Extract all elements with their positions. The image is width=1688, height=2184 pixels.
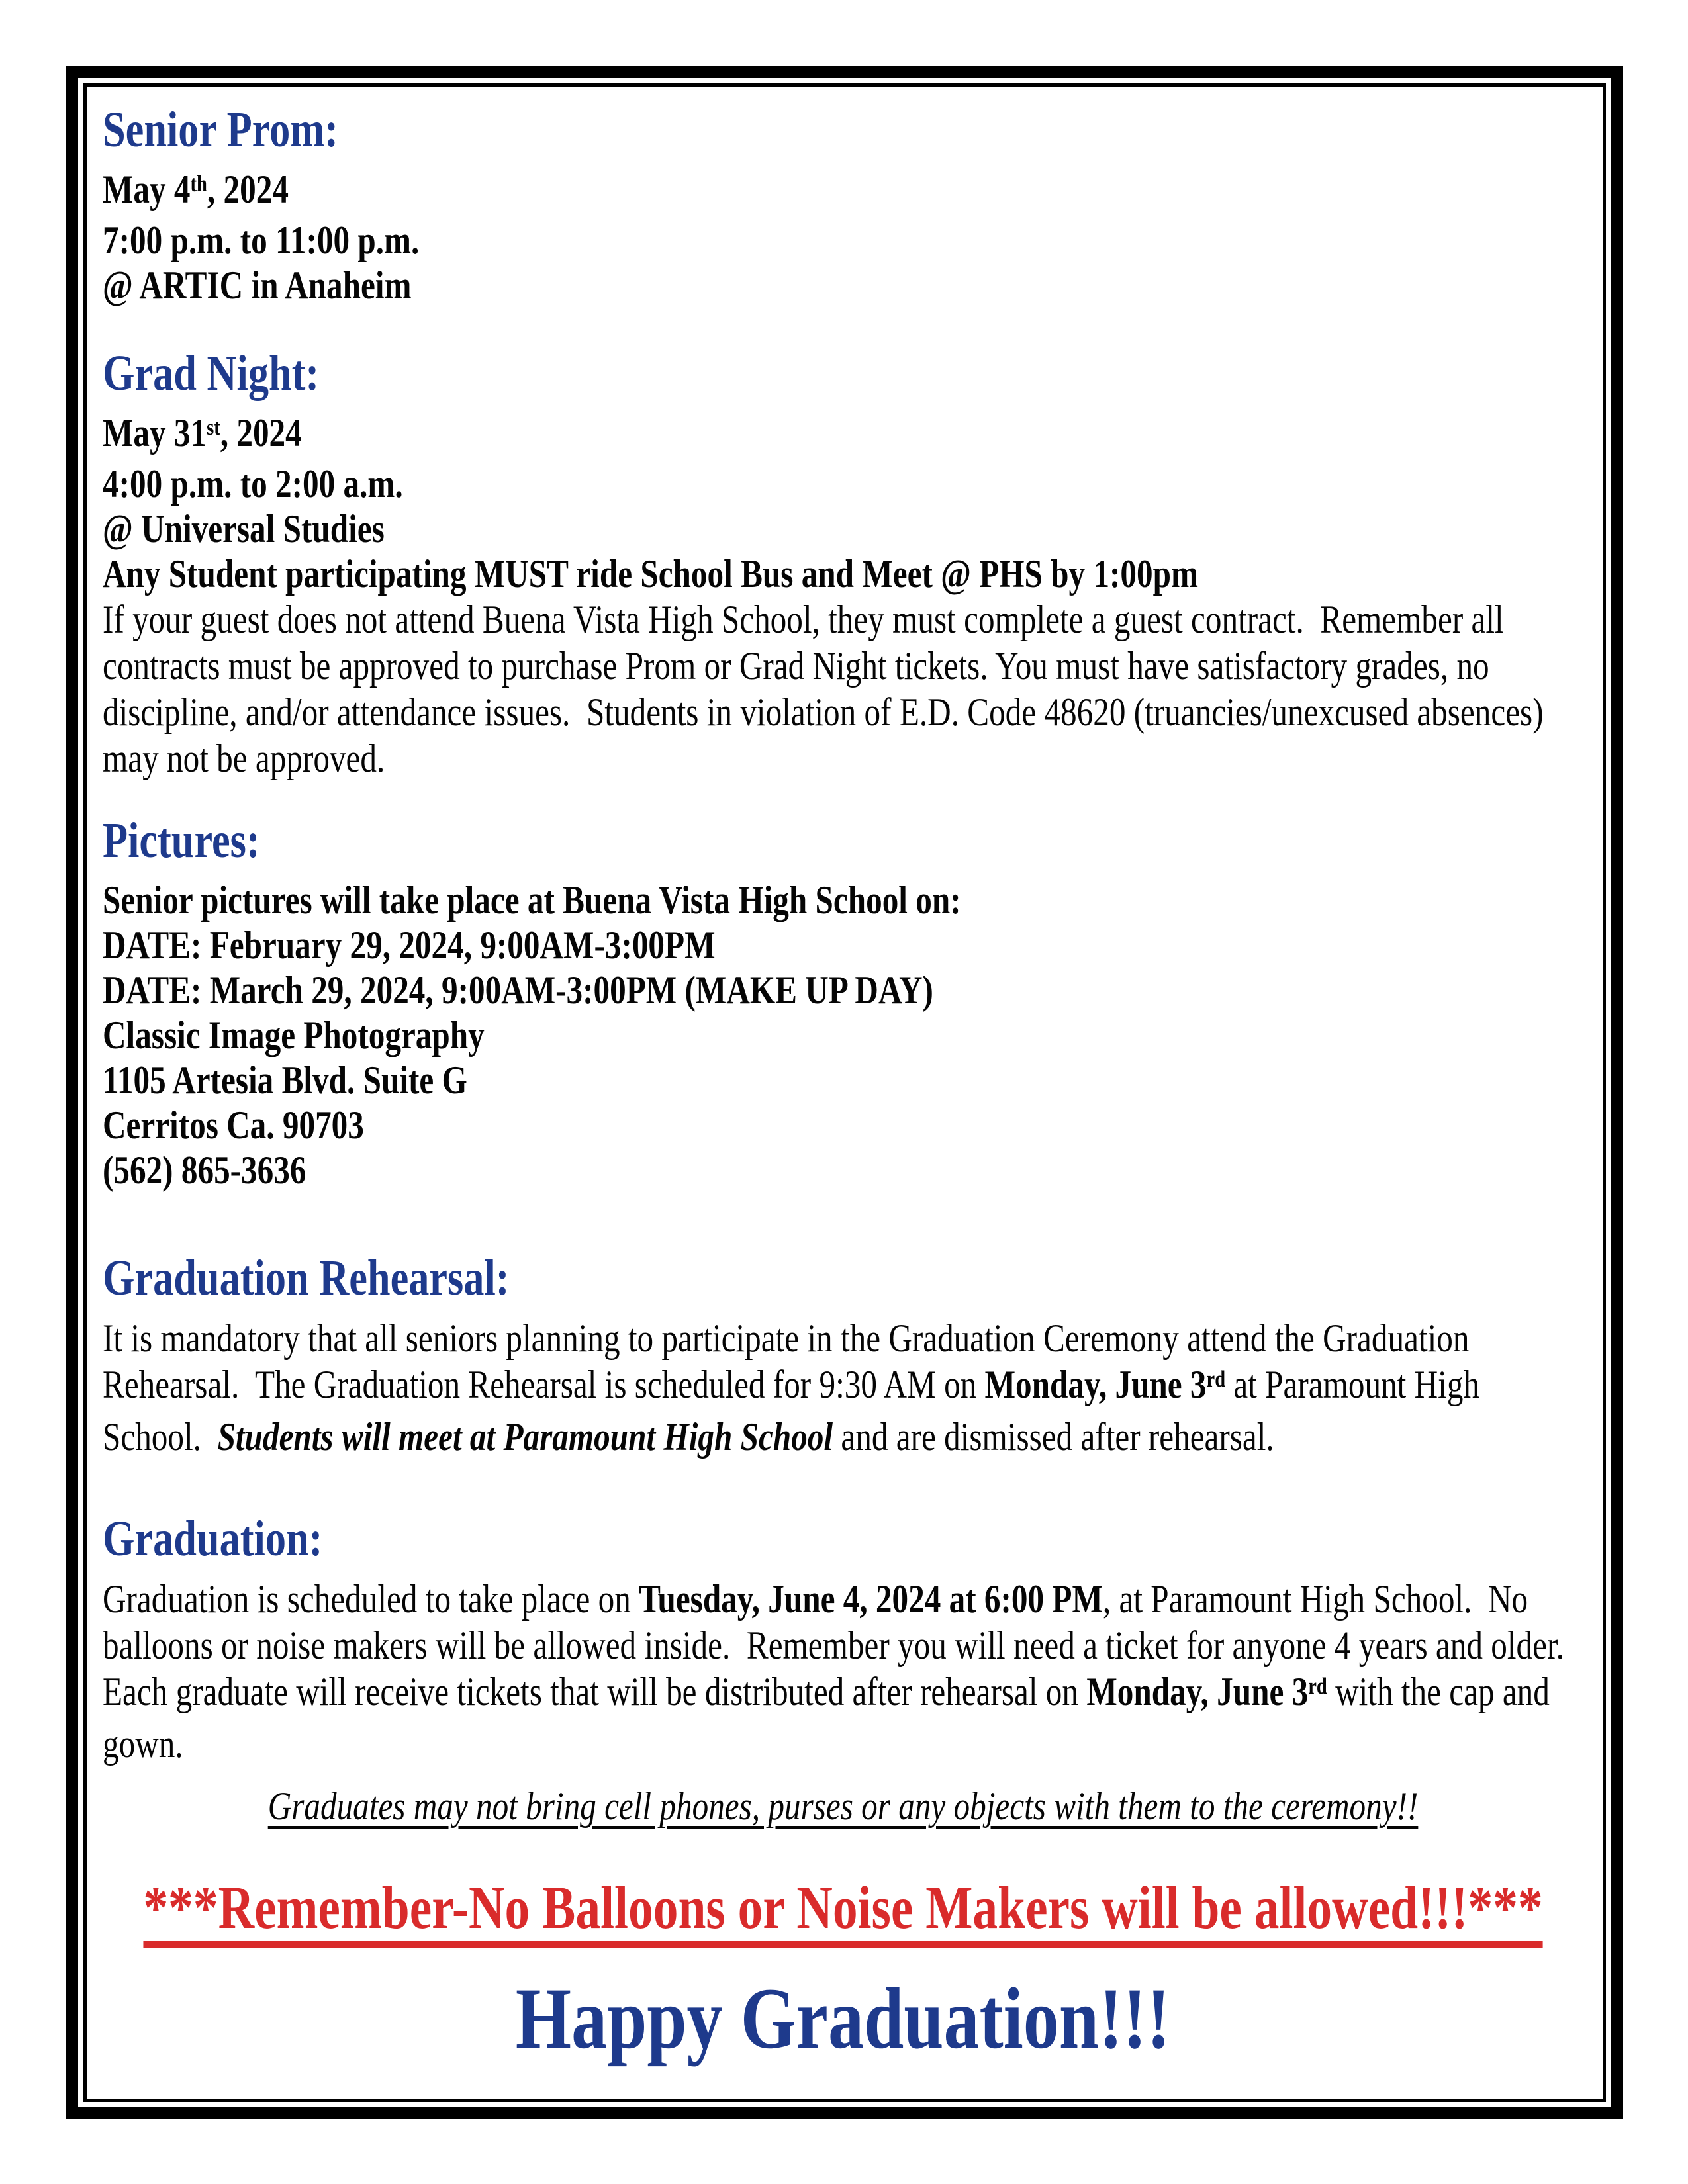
no-balloons-alert: ***Remember-No Balloons or Noise Makers will be allowed!!!*** [143, 1874, 1543, 1941]
rehearsal-text-end: and are dismissed after rehearsal. [833, 1415, 1274, 1459]
section-graduation-rehearsal [103, 1247, 1584, 1460]
section-pictures [103, 809, 1584, 1193]
grad-night-time: 4:00 p.m. to 2:00 a.m. [103, 462, 403, 506]
grad-night-date-text: May 31 [103, 411, 207, 455]
graduation-date-superscript: rd [1308, 1673, 1327, 1700]
grad-night-venue: @ Universal Studies [103, 507, 385, 551]
senior-prom-date [103, 167, 1583, 218]
graduation-no-items-note: Graduates may not bring cell phones, purses or any objects with them to the ceremony!! [267, 1784, 1419, 1828]
rehearsal-date-superscript: rd [1206, 1366, 1226, 1392]
senior-prom-date-year: , 2024 [207, 167, 289, 211]
senior-prom-venue: @ ARTIC in Anaheim [103, 263, 412, 307]
senior-prom-heading: Senior Prom: [103, 102, 339, 158]
grad-night-guest-paragraph: If your guest does not attend Buena Vista High School, they must complete a guest contract. Remember all contracts must be approved to purchase Prom or Grad Night tickets. You must have satisfactory grades, no discipline, and/or attendance issues. Students in violation of E.D. Code 48620 (truancies/unexcused absences) may not be approved. [103, 598, 1552, 780]
pictures-date-2: DATE: March 29, 2024, 9:00AM-3:00PM (MAKE UP DAY) [103, 968, 933, 1012]
grad-night-bus-notice: Any Student participating MUST ride School Bus and Meet @ PHS by 1:00pm [103, 552, 1198, 596]
graduation-text-intro: Graduation is scheduled to take place on [103, 1577, 639, 1621]
pictures-intro: Senior pictures will take place at Buena Vista High School on: [103, 878, 961, 922]
graduation-text-end: with the cap and gown. [103, 1670, 1558, 1766]
senior-prom-date-text: May 4 [103, 167, 191, 211]
pictures-heading: Pictures: [103, 813, 260, 868]
rehearsal-meet-bold-italic: Students will meet at Paramount High School [217, 1415, 833, 1459]
rehearsal-text-intro: It is mandatory that all seniors planning to participate in the Graduation Ceremony attend the Graduation Rehearsal. The Graduation Rehearsal is scheduled for 9:30 AM on [103, 1316, 1477, 1406]
grad-night-date [103, 410, 1583, 461]
grad-night-heading: Grad Night: [103, 345, 320, 401]
graduation-when-bold: Tuesday, June 4, 2024 at 6:00 PM [639, 1577, 1103, 1621]
pictures-date-1: DATE: February 29, 2024, 9:00AM-3:00PM [103, 923, 716, 967]
graduation-heading: Graduation: [103, 1511, 323, 1567]
section-senior-prom [103, 99, 1584, 308]
senior-prom-date-superscript: th [190, 171, 207, 197]
rehearsal-paragraph [103, 1315, 1583, 1460]
flyer-content [88, 88, 1601, 2097]
grad-night-date-superscript: st [207, 414, 220, 441]
rehearsal-date-bold: Monday, June 3 [984, 1363, 1207, 1406]
graduation-date-bold: Monday, June 3 [1086, 1670, 1309, 1713]
pictures-studio-name: Classic Image Photography [103, 1013, 485, 1057]
graduation-paragraph [103, 1576, 1583, 1767]
graduation-text-mid: , at Paramount High School. No balloons or noise makers will be allowed inside. Remember you will need a ticket for anyone 4 years and older. Each graduate will receive tickets that will be distributed after rehearsal on [103, 1577, 1581, 1713]
senior-prom-time: 7:00 p.m. to 11:00 p.m. [103, 218, 420, 262]
section-grad-night [103, 342, 1584, 782]
pictures-address-city: Cerritos Ca. 90703 [103, 1103, 364, 1147]
pictures-phone: (562) 865-3636 [103, 1148, 306, 1192]
section-graduation [103, 1508, 1584, 1829]
pictures-address-street: 1105 Artesia Blvd. Suite G [103, 1058, 467, 1102]
happy-graduation-message: Happy Graduation!!! [515, 1970, 1171, 2067]
rehearsal-text-mid: at Paramount High School. [103, 1363, 1488, 1459]
rehearsal-heading: Graduation Rehearsal: [103, 1250, 510, 1306]
grad-night-date-year: , 2024 [220, 411, 302, 455]
